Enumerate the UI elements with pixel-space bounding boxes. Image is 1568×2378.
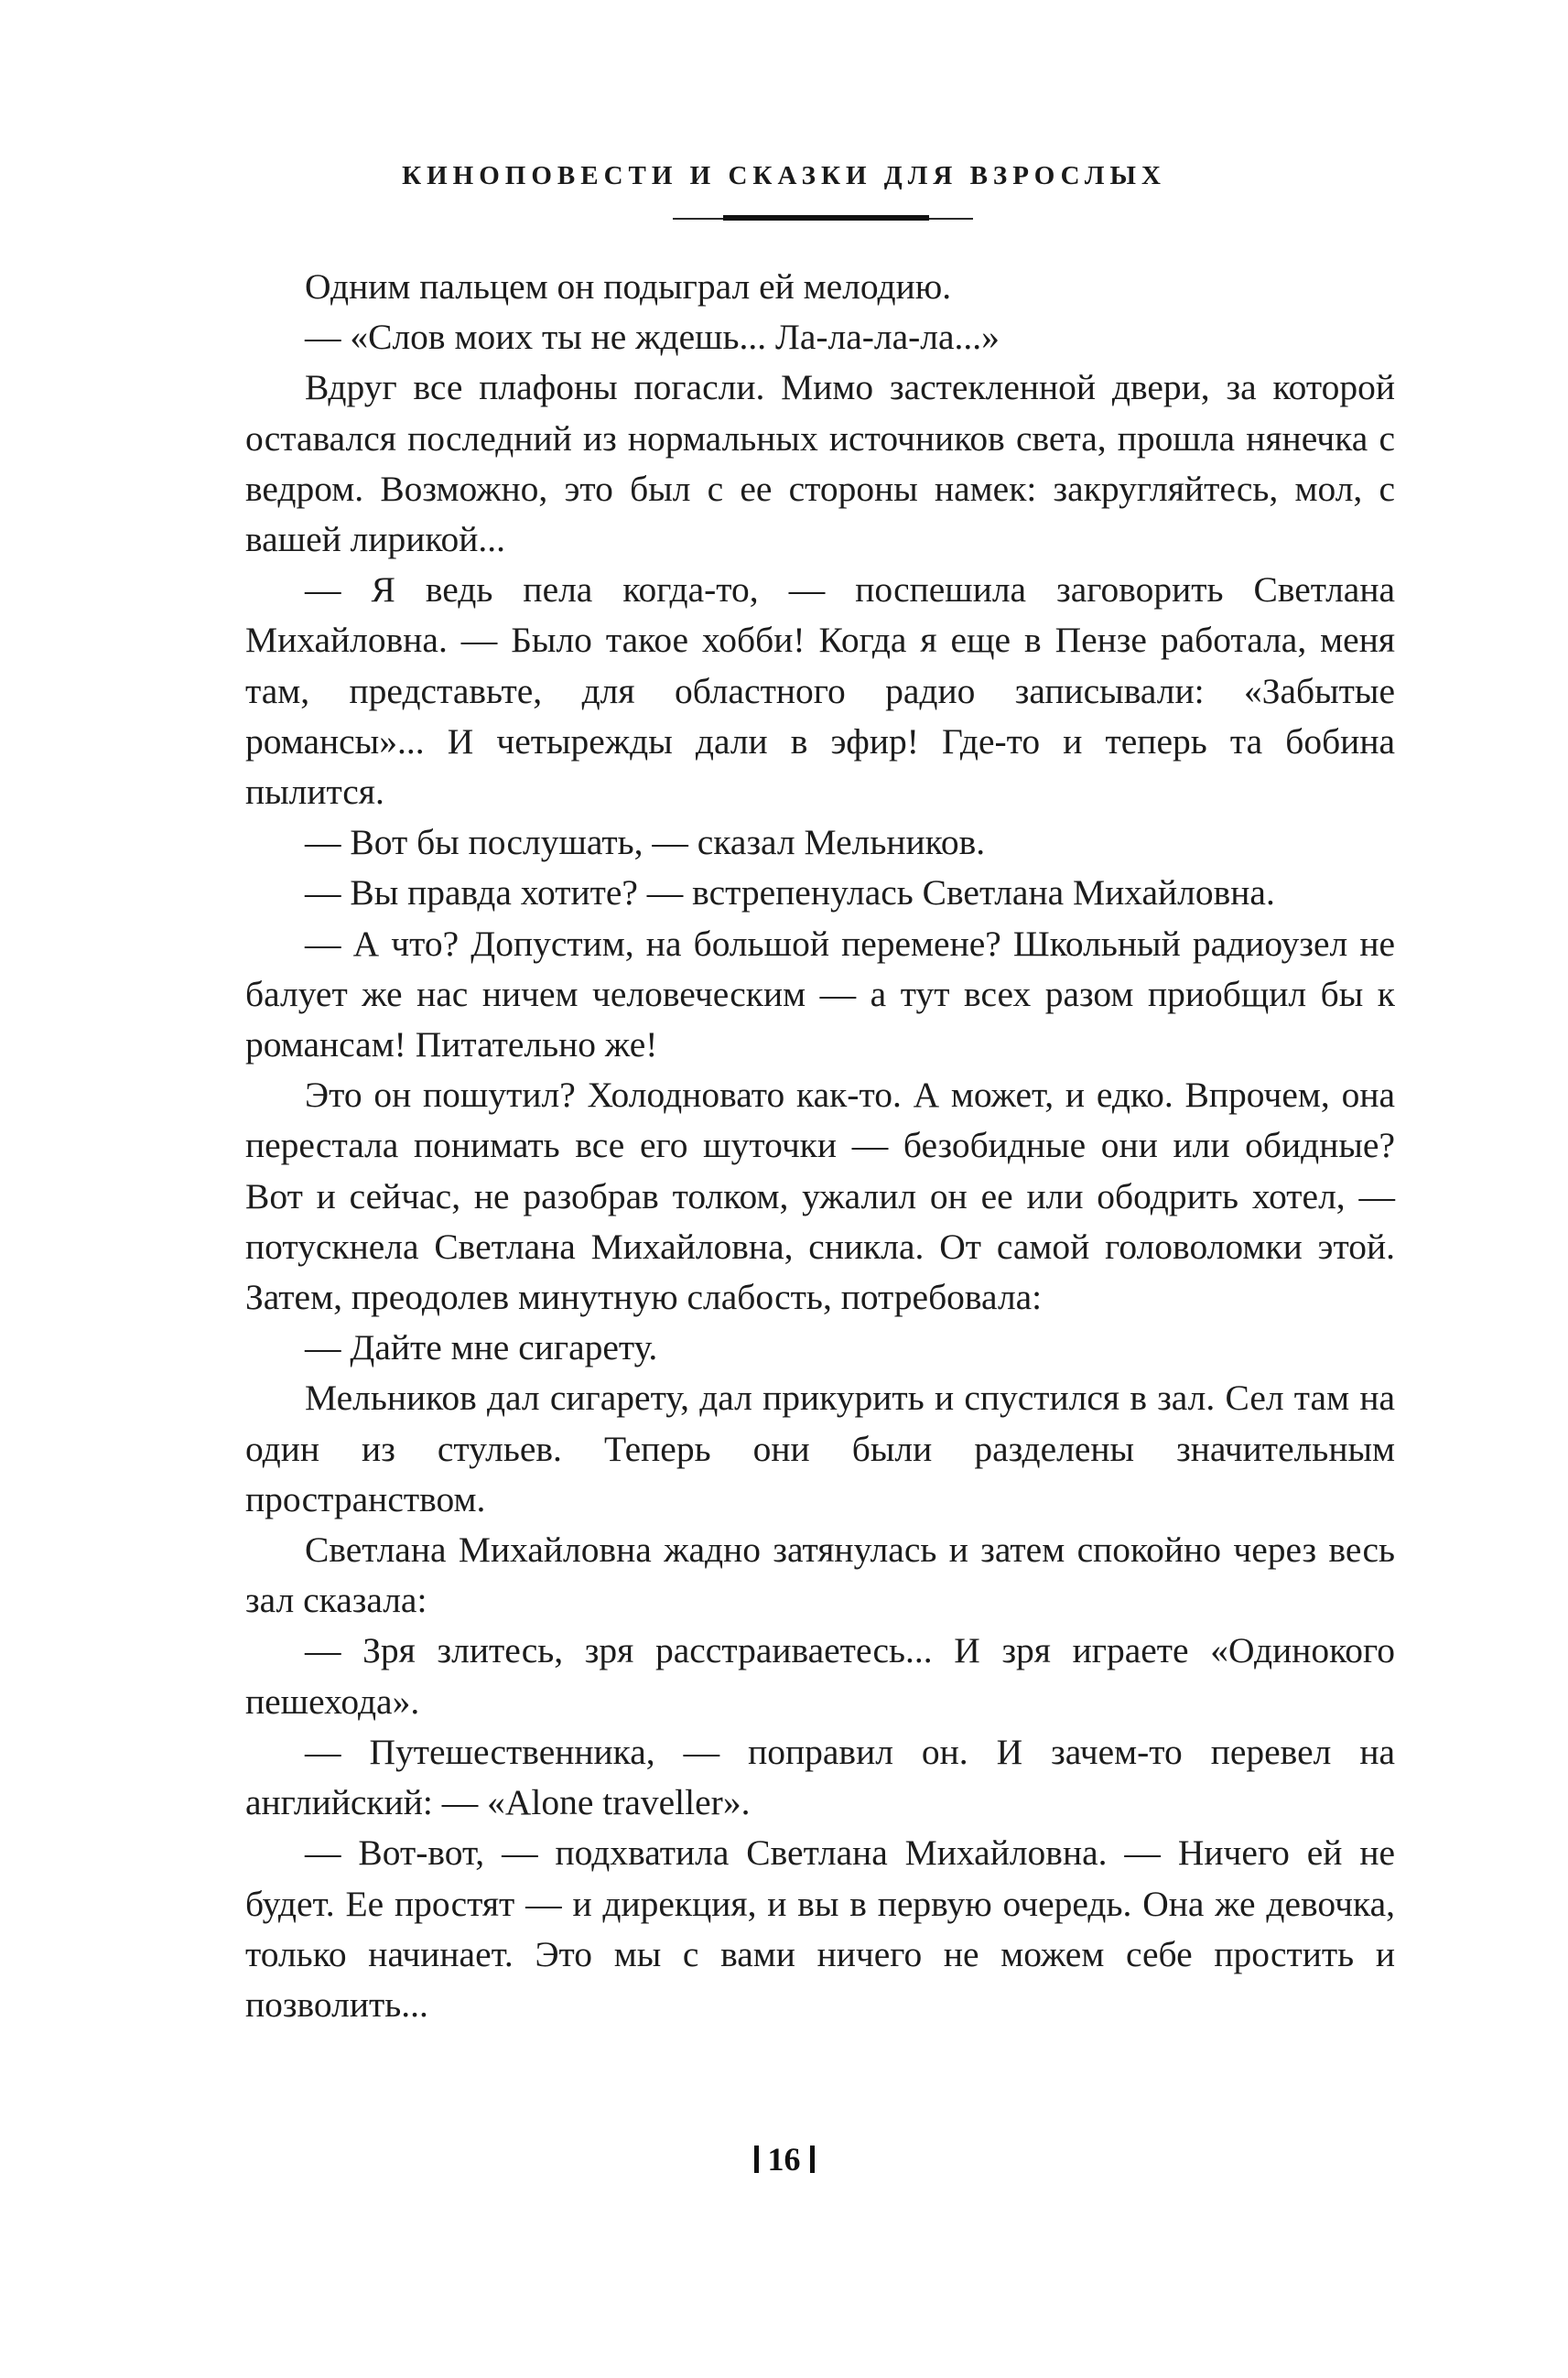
paragraph: Это он пошутил? Холодновато как-то. А может, и едко. Впрочем, она перестала понимать все его шуточки — безобидные они или обидные? Вот и сейчас, не разобрав толком, ужалил он ее или ободрить хотел, — потускнела Светлана Михайловна, сникла. От самой головоломки этой. Затем, преодолев минутную слабость, потребовала:: [245, 1075, 1395, 1318]
page-number-value: 16: [767, 2141, 801, 2178]
paragraph: Мельников дал сигарету, дал прикурить и спустился в зал. Сел там на один из стульев. Теперь они были разделены значительным пространством.: [245, 1378, 1395, 1519]
paragraph: Вдруг все плафоны погасли. Мимо застекленной двери, за которой оставался последний из нормальных источников света, прошла нянечка с ведром. Возможно, это был с ее стороны намек: закругляйтесь, мол, с вашей лирикой...: [245, 367, 1395, 560]
paragraph: — А что? Допустим, на большой перемене? Школьный радиоузел не балует же нас ничем человеческим — а тут всех разом приобщил бы к романсам! Питательно же!: [245, 923, 1395, 1065]
folio-bracket-left: [754, 2146, 759, 2173]
paragraph: — Вот-вот, — подхватила Светлана Михайловна. — Ничего ей не будет. Ее простят — и дирекция, и вы в первую очередь. Она же девочка, только начинает. Это мы с вами ничего не можем себе простить и позволить...: [245, 1832, 1395, 2025]
paragraph: Светлана Михайловна жадно затянулась и затем спокойно через весь зал сказала:: [245, 1529, 1395, 1621]
body-text: [245, 262, 1395, 2030]
folio-bracket-right: [810, 2146, 815, 2173]
paragraph: — Я ведь пела когда-то, — поспешила заговорить Светлана Михайловна. — Было такое хобби! Когда я еще в Пензе работала, меня там, представьте, для областного радио записывали: «Забытые романсы»... И четырежды дали в эфир! Где-то и теперь та бобина пылится.: [245, 569, 1395, 813]
paragraph: — Зря злитесь, зря расстраиваетесь... И зря играете «Одинокого пешехода».: [245, 1630, 1395, 1722]
running-title: КИНОПОВЕСТИ И СКАЗКИ ДЛЯ ВЗРОСЛЫХ: [402, 161, 1166, 190]
paragraph: — Вот бы послушать, — сказал Мельников.: [305, 822, 986, 863]
page-number: [0, 2140, 1568, 2178]
paragraph: — Вы правда хотите? — встрепенулась Светлана Михайловна.: [305, 872, 1275, 913]
paragraph: Одним пальцем он подыграл ей мелодию.: [305, 266, 952, 307]
header-rule-accent: [723, 215, 929, 221]
paragraph: — Дайте мне сигарету.: [305, 1327, 658, 1368]
paragraph: — «Слов моих ты не ждешь... Ла-ла-ла-ла...»: [305, 317, 1000, 358]
paragraph: — Путешественника, — поправил он. И зачем-то перевел на английский: — «Alone traveller».: [245, 1731, 1395, 1823]
